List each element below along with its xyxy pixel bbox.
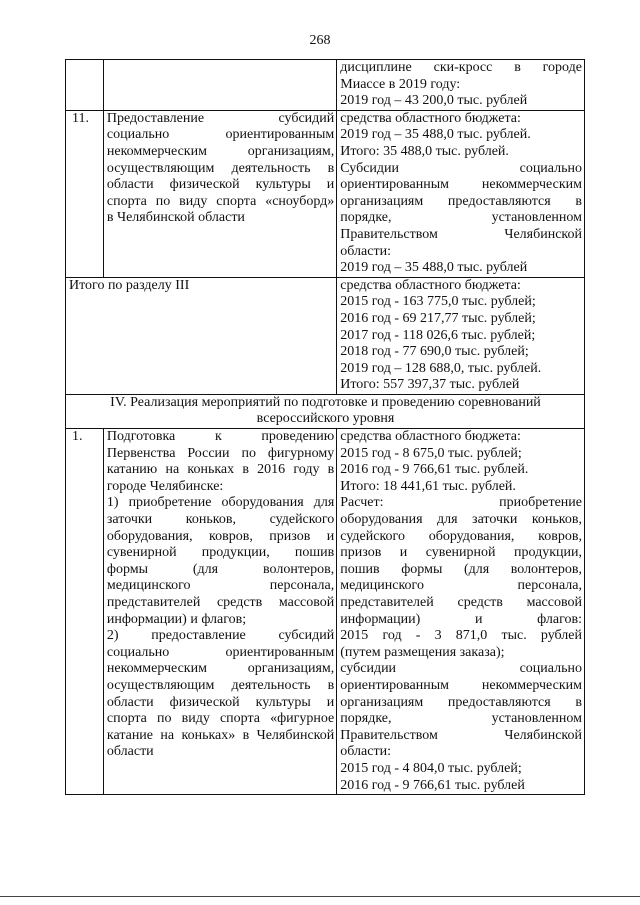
description-line: медицинского персонала,	[106, 578, 335, 594]
funding-line: средства областного бюджета:	[340, 110, 521, 126]
table-row	[66, 110, 585, 277]
funding-line: 2015 год - 4 804,0 тыс. рублей;	[340, 760, 522, 776]
description-line: социально ориентированным	[106, 127, 335, 143]
description-line: некоммерческим организациям,	[106, 143, 335, 159]
description-line: в Челябинской области	[106, 210, 245, 226]
row-number: 1.	[66, 429, 104, 795]
funding-line: (путем размещения заказа);	[340, 644, 505, 660]
funding-line: Расчет: приобретение	[340, 495, 582, 511]
section-total-label: Итого по разделу III	[66, 277, 337, 394]
funding-cell	[337, 429, 585, 795]
funding-line: Субсидии социально	[340, 160, 582, 176]
section-heading-line: всероссийского уровня	[256, 411, 395, 427]
funding-line: 2019 год – 35 488,0 тыс. рублей.	[340, 127, 531, 143]
funding-line: Правительством Челябинской	[340, 727, 582, 743]
funding-line: Итого: 557 397,37 тыс. рублей	[340, 377, 520, 393]
funding-line: порядке, установленном	[340, 711, 582, 727]
description-line: информации) и флагов;	[106, 611, 247, 627]
description-line: представителей средств массовой	[106, 595, 335, 610]
bottom-rule	[0, 896, 640, 897]
funding-line: порядке, установленном	[340, 210, 582, 226]
description-line: области	[106, 744, 154, 760]
table-row	[66, 429, 585, 795]
description-line: Первенства России по фигурному	[106, 445, 335, 461]
funding-line: субсидии социально	[340, 661, 582, 677]
section-heading	[66, 394, 585, 428]
funding-line: 2015 год - 163 775,0 тыс. рублей;	[340, 294, 536, 310]
funding-line: 2016 год - 9 766,61 тыс. рублей	[340, 777, 525, 793]
funding-line: дисциплине ски-кросс в городе	[340, 60, 582, 75]
description-line: социально ориентированным	[106, 644, 335, 660]
description-line: формы (для волонтеров,	[106, 561, 335, 577]
description-line: катание на коньках» в Челябинской	[106, 727, 335, 743]
funding-cell	[337, 60, 585, 111]
funding-line: 2017 год - 118 026,6 тыс. рублей;	[340, 327, 536, 343]
description-line: 2) предоставление субсидий	[106, 628, 335, 644]
description-line: области физической культуры и	[106, 177, 335, 193]
program-table	[65, 59, 585, 795]
funding-line: области:	[340, 243, 391, 259]
funding-line: средства областного бюджета:	[340, 429, 521, 445]
measure-description	[103, 429, 336, 795]
funding-line: представителей средств массовой	[340, 595, 582, 610]
funding-cell	[337, 277, 585, 394]
funding-line: 2019 год – 35 488,0 тыс. рублей	[340, 260, 528, 276]
funding-line: Миассе в 2019 году:	[340, 76, 461, 92]
description-line: некоммерческим организациям,	[106, 661, 335, 677]
funding-cell	[337, 110, 585, 277]
funding-line: ориентированным некоммерческим	[340, 677, 582, 693]
description-line: оборудования, ковров, призов и	[106, 528, 335, 544]
description-line: спорта по виду спорта «фигурное	[106, 711, 335, 727]
funding-line: Итого: 18 441,61 тыс. рублей.	[340, 478, 516, 494]
description-line: осуществляющим деятельность в	[106, 677, 335, 693]
description-line: городе Челябинске:	[106, 478, 224, 494]
funding-line: ориентированным некоммерческим	[340, 177, 582, 193]
row-number: 11.	[66, 110, 104, 277]
description-line: области физической культуры и	[106, 694, 335, 710]
funding-line: информации) и флагов:	[340, 611, 582, 627]
table-row	[66, 394, 585, 428]
funding-line: 2015 год - 8 675,0 тыс. рублей;	[340, 445, 522, 461]
description-line: Предоставление субсидий	[106, 110, 335, 126]
funding-line: 2016 год - 9 766,61 тыс. рублей.	[340, 462, 529, 478]
funding-line: судейского оборудования, ковров,	[340, 528, 582, 544]
measure-description	[103, 110, 336, 277]
page-number: 268	[309, 33, 331, 48]
funding-line: призов и сувенирной продукции,	[340, 545, 582, 561]
funding-line: Итого: 35 488,0 тыс. рублей.	[340, 143, 509, 159]
funding-line: 2018 год - 77 690,0 тыс. рублей;	[340, 344, 529, 360]
description-line: сувенирной продукции, пошив	[106, 545, 335, 561]
description-line: катанию на коньках в 2016 году в	[106, 462, 335, 478]
description-line: спорта по виду спорта «сноуборд»	[106, 193, 335, 209]
funding-line: пошив формы (для волонтеров,	[340, 561, 582, 577]
funding-line: 2016 год - 69 217,77 тыс. рублей;	[340, 310, 536, 326]
funding-line: области:	[340, 744, 391, 760]
funding-line: средства областного бюджета:	[340, 277, 521, 293]
description-line: 1) приобретение оборудования для	[106, 495, 335, 511]
funding-line: Правительством Челябинской	[340, 226, 582, 242]
table-row	[66, 277, 585, 394]
measure-description	[103, 60, 336, 111]
description-line: заточки коньков, судейского	[106, 512, 335, 528]
funding-line: медицинского персонала,	[340, 578, 582, 594]
funding-line: 2019 год – 128 688,0, тыс. рублей.	[340, 360, 542, 376]
description-line: Подготовка к проведению	[106, 429, 335, 445]
funding-line: организациям предоставляются в	[340, 694, 582, 710]
section-heading-line: IV. Реализация мероприятий по подготовке и проведению соревнований	[110, 394, 541, 410]
description-line: осуществляющим деятельность в	[106, 160, 335, 176]
row-number	[66, 60, 104, 111]
funding-line: организациям предоставляются в	[340, 193, 582, 209]
funding-line: 2019 год – 43 200,0 тыс. рублей	[340, 93, 528, 109]
table-row	[66, 60, 585, 111]
funding-line: оборудования для заточки коньков,	[340, 512, 582, 528]
funding-line: 2015 год - 3 871,0 тыс. рублей	[340, 628, 582, 644]
